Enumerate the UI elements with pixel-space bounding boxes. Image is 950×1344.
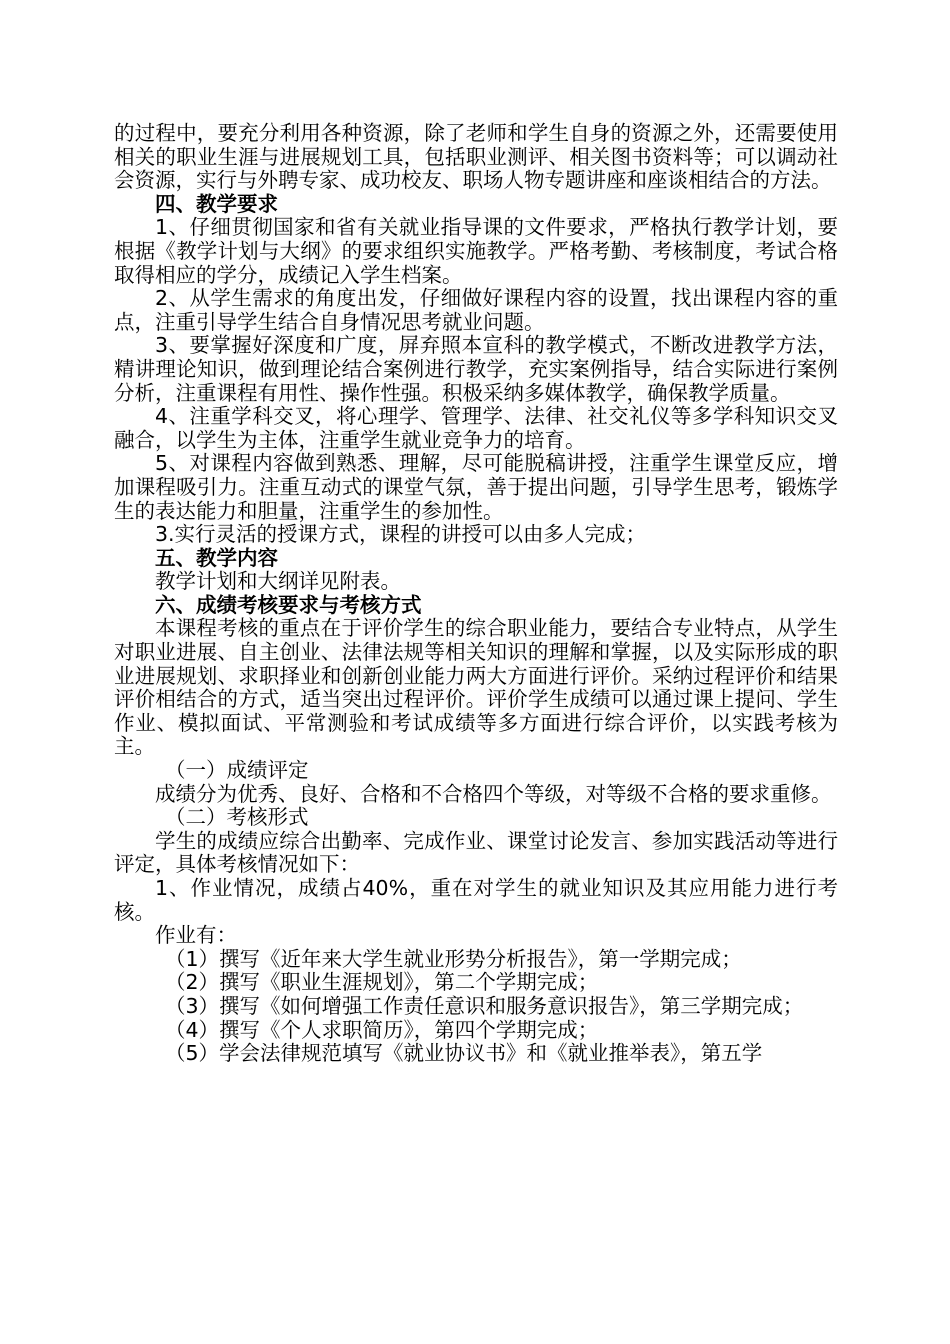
paragraph: 本课程考核的重点在于评价学生的综合职业能力，要结合专业特点，从学生对职业进展、自主创业、法律法规等相关知识的理解和掌握，以及实际形成的职业进展规划、求职择业和创新创业能力两大方面进行评价。采纳过程评价和结果评价相结合的方式，适当突出过程评价。评价学生成绩可以通过课上提问、学生作业、模拟面试、平常测验和考试成绩等多方面进行综合评价，以实践考核为主。 bbox=[114, 616, 838, 759]
paragraph: 教学计划和大纲详见附表。 bbox=[155, 569, 401, 594]
section-heading: 六、成绩考核要求与考核方式 bbox=[155, 592, 422, 617]
paragraph: 2、从学生需求的角度出发，仔细做好课程内容的设置，找出课程内容的重点，注重引导学生结合自身情况思考就业问题。 bbox=[114, 286, 838, 334]
paragraph: 1、仔细贯彻国家和省有关就业指导课的文件要求，严格执行教学计划，要根据《教学计划与大纲》的要求组织实施教学。严格考勤、考核制度，考试合格取得相应的学分，成绩记入学生档案。 bbox=[114, 215, 838, 287]
list-item: （2）撰写《职业生涯规划》，第二个学期完成； bbox=[165, 970, 599, 995]
paragraph: 作业有： bbox=[155, 923, 237, 948]
paragraph: 3.实行灵活的授课方式，课程的讲授可以由多人完成； bbox=[155, 522, 647, 547]
list-item: （5）学会法律规范填写《就业协议书》和《就业推举表》，第五学 bbox=[165, 1041, 763, 1066]
paragraph: 3、要掌握好深度和广度，屏弃照本宣科的教学模式，不断改进教学方法，精讲理论知识，做到理论结合案例进行教学，充实案例指导，结合实际进行案例分析，注重课程有用性、操作性强。积极采纳多媒体教学，确保教学质量。 bbox=[114, 333, 838, 405]
section-heading: 四、教学要求 bbox=[155, 191, 278, 216]
list-item: （4）撰写《个人求职简历》，第四个学期完成； bbox=[165, 1017, 599, 1042]
list-item: （3）撰写《如何增强工作责任意识和服务意识报告》，第三学期完成； bbox=[165, 993, 804, 1018]
paragraph: 5、对课程内容做到熟悉、理解，尽可能脱稿讲授，注重学生课堂反应，增加课程吸引力。注重互动式的课堂气氛，善于提出问题，引导学生思考，锻炼学生的表达能力和胆量，注重学生的参加性。 bbox=[114, 451, 838, 523]
subsection-heading: （二）考核形式 bbox=[165, 805, 309, 830]
paragraph: 4、注重学科交叉，将心理学、管理学、法律、社交礼仪等多学科知识交叉融合，以学生为主体，注重学生就业竞争力的培育。 bbox=[114, 404, 838, 452]
paragraph: 的过程中，要充分利用各种资源，除了老师和学生自身的资源之外，还需要使用相关的职业生涯与进展规划工具，包括职业测评、相关图书资料等；可以调动社会资源，实行与外聘专家、成功校友、职场人物专题讲座和座谈相结合的方法。 bbox=[114, 121, 838, 193]
list-item: （1）撰写《近年来大学生就业形势分析报告》，第一学期完成； bbox=[165, 946, 742, 971]
paragraph: 成绩分为优秀、良好、合格和不合格四个等级，对等级不合格的要求重修。 bbox=[155, 781, 832, 806]
subsection-heading: （一）成绩评定 bbox=[165, 758, 309, 783]
document-page bbox=[114, 122, 838, 1066]
paragraph: 学生的成绩应综合出勤率、完成作业、课堂讨论发言、参加实践活动等进行评定，具体考核情况如下： bbox=[114, 828, 838, 877]
section-heading: 五、教学内容 bbox=[155, 545, 278, 570]
paragraph: 1、作业情况，成绩占40%，重在对学生的就业知识及其应用能力进行考核。 bbox=[114, 876, 838, 924]
